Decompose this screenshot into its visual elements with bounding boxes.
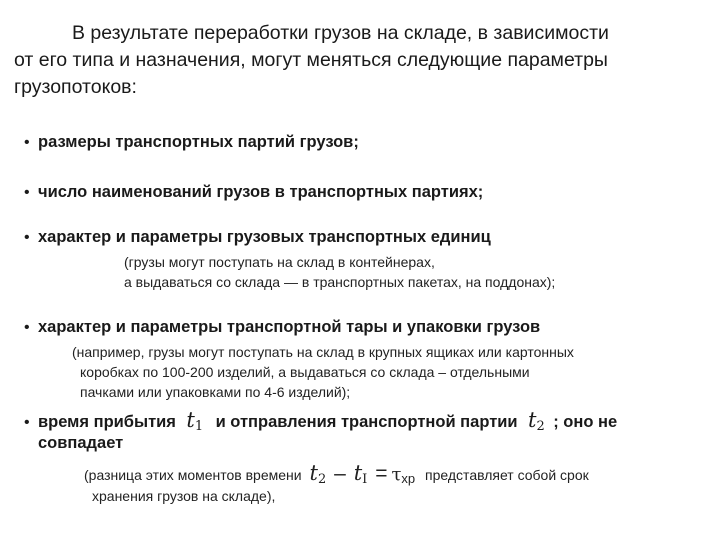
bullet-item xyxy=(24,408,617,434)
time-symbol: t xyxy=(353,461,363,485)
bullet-text: число наименований грузов в транспортных партиях; xyxy=(38,183,484,201)
subscript: I xyxy=(362,472,368,487)
bullet-item xyxy=(24,183,483,202)
bullet-item xyxy=(24,133,359,152)
bullet-icon: • xyxy=(24,134,30,151)
bullet-item xyxy=(24,228,491,247)
bullet-icon: • xyxy=(24,184,30,201)
intro-line: грузопотоков: xyxy=(14,76,137,98)
subscript: 1 xyxy=(194,419,204,434)
minus-sign: – xyxy=(334,462,346,485)
intro-line: от его типа и назначения, могут меняться следующие параметры xyxy=(14,49,608,71)
bullet-text-continuation: совпадает xyxy=(38,434,124,452)
bullet-text: размеры транспортных партий грузов; xyxy=(38,133,359,151)
bullet-icon: • xyxy=(24,229,30,246)
equals-sign: = xyxy=(375,462,388,485)
time-symbol: t xyxy=(186,408,195,432)
time-symbol: t xyxy=(309,461,318,485)
intro-line: В результате переработки грузов на складе, в зависимости xyxy=(72,22,609,44)
bullet-item xyxy=(24,318,540,337)
bullet-icon: • xyxy=(24,319,30,336)
bullet-text: ; оно не xyxy=(553,413,618,431)
bullet-note-line: хранения грузов на складе), xyxy=(92,488,276,504)
bullet-icon: • xyxy=(24,414,30,431)
bullet-note-line: (например, грузы могут поступать на склад в крупных ящиках или картонных xyxy=(72,344,574,360)
tau-symbol: τ xyxy=(391,464,402,485)
bullet-note-line: а выдаваться со склада — в транспортных пакетах, на поддонах); xyxy=(124,274,556,290)
bullet-text: время прибытия xyxy=(38,413,176,431)
bullet-text: характер и параметры транспортной тары и упаковки грузов xyxy=(38,318,541,336)
subscript: хр xyxy=(401,471,416,486)
note-text: представляет собой срок xyxy=(425,467,589,483)
bullet-note-line: пачками или упаковками по 4-6 изделий); xyxy=(80,384,351,400)
note-text: (разница этих моментов времени xyxy=(84,467,302,483)
bullet-note-line: (грузы могут поступать на склад в контейнерах, xyxy=(124,254,435,270)
intro-paragraph xyxy=(14,20,704,101)
time-symbol: t xyxy=(528,408,537,432)
bullet-note-line: коробках по 100-200 изделий, а выдаваться со склада – отдельными xyxy=(80,364,530,380)
bullet-text: характер и параметры грузовых транспортных единиц xyxy=(38,228,491,246)
subscript: 2 xyxy=(536,419,545,434)
bullet-text: и отправления транспортной партии xyxy=(215,413,518,431)
subscript: 2 xyxy=(317,472,327,487)
